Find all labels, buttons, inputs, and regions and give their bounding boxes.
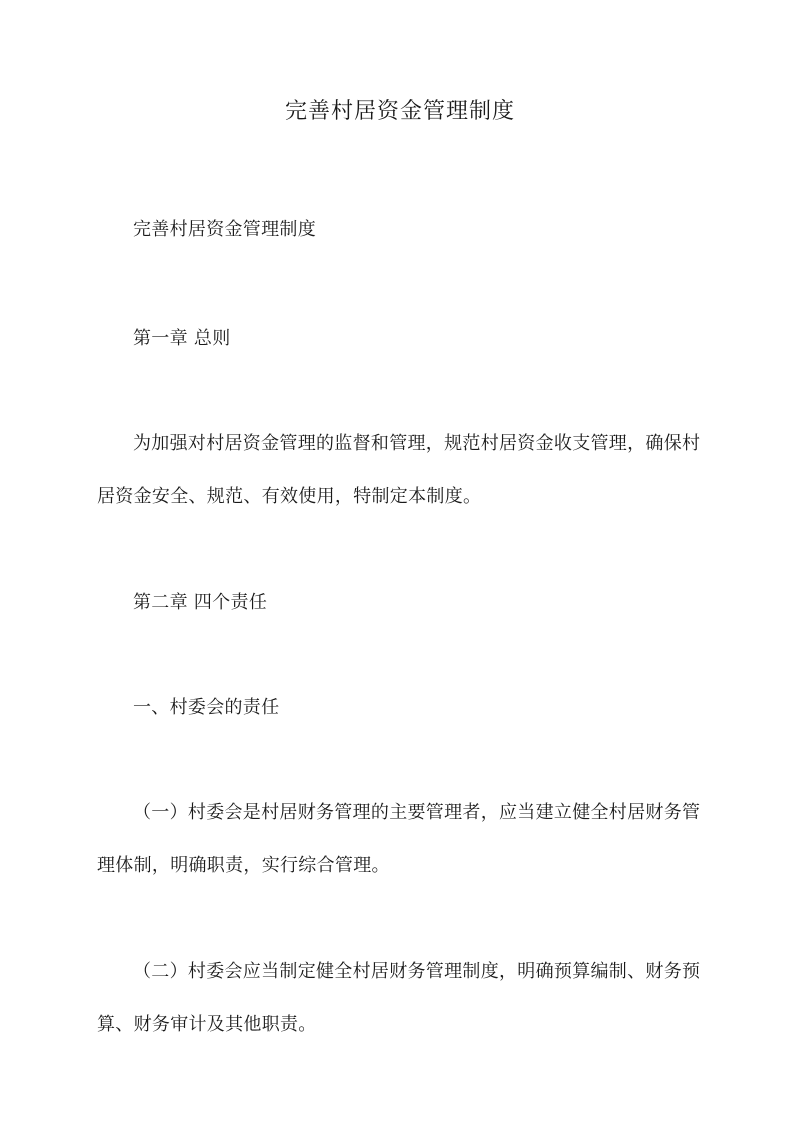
chapter-heading-2: 第二章 四个责任 xyxy=(133,592,268,613)
paragraph-subtitle: 完善村居资金管理制度 xyxy=(133,219,316,240)
clause-1: （一）村委会是村居财务管理的主要管理者，应当建立健全村居财务管理体制，明确职责，实行综合管理。 xyxy=(97,802,701,876)
section-heading-1: 一、村委会的责任 xyxy=(133,697,280,718)
paragraph-purpose: 为加强对村居资金管理的监督和管理，规范村居资金收支管理，确保村居资金安全、规范、有效使用，特制定本制度。 xyxy=(97,433,701,507)
chapter-heading-1: 第一章 总则 xyxy=(133,328,231,349)
clause-2: （二）村委会应当制定健全村居财务管理制度，明确预算编制、财务预算、财务审计及其他职责。 xyxy=(97,961,701,1035)
document-title: 完善村居资金管理制度 xyxy=(284,99,515,124)
